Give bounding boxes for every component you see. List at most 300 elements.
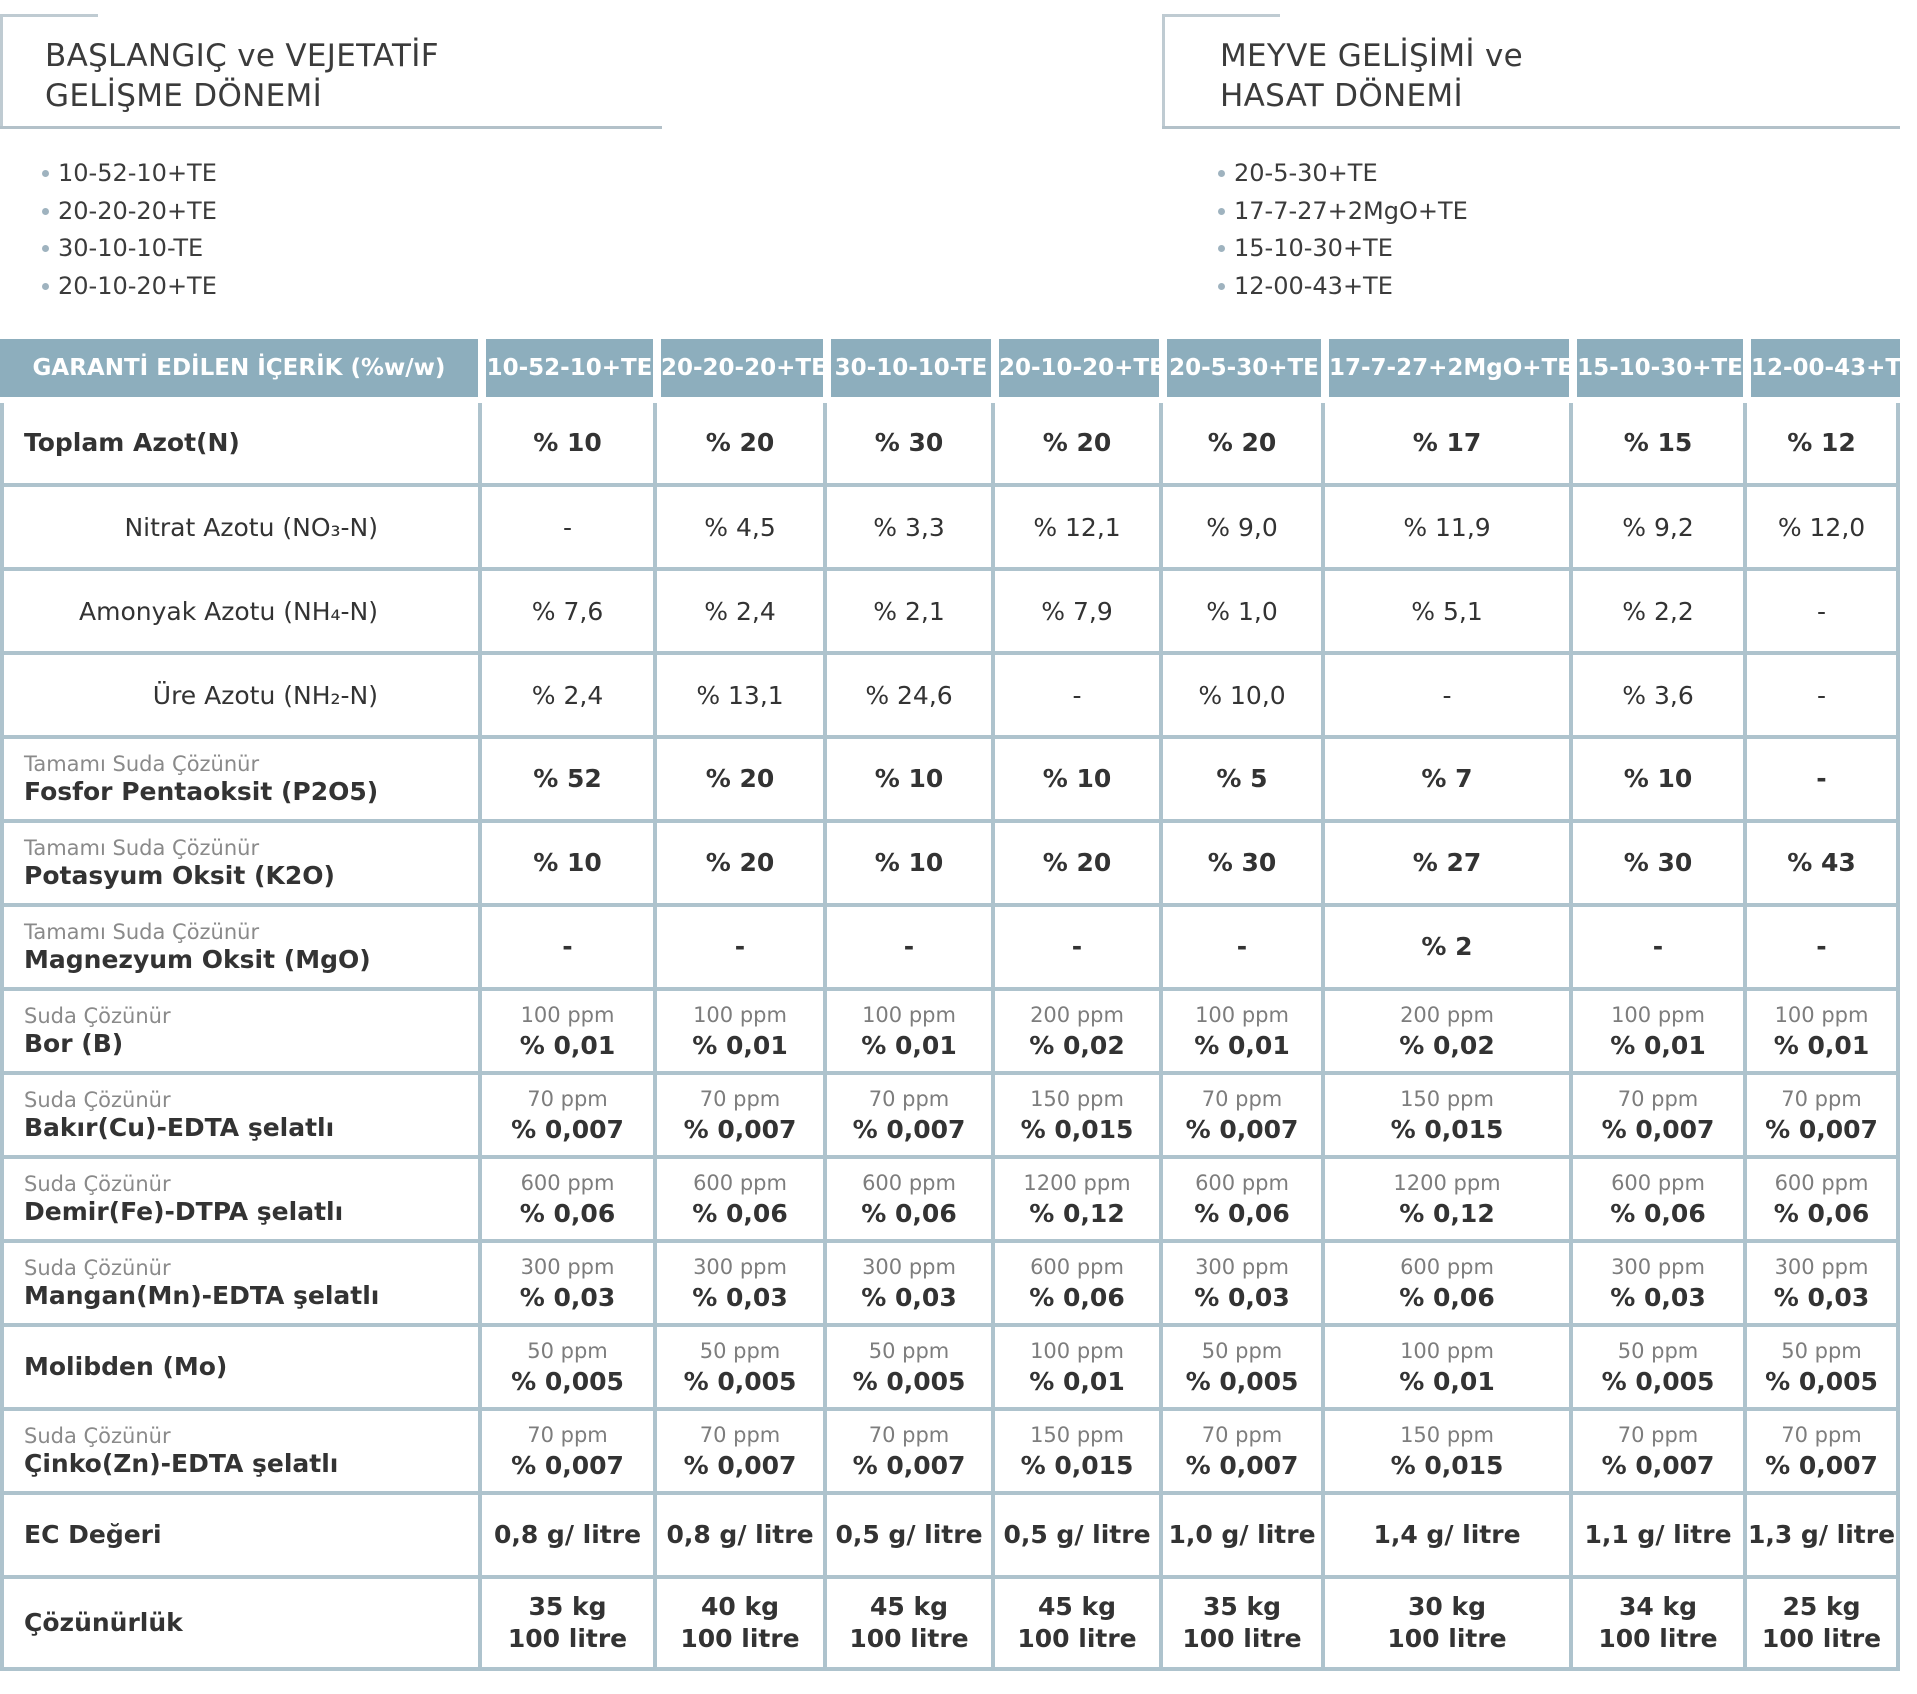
- table-row: [0, 823, 1900, 907]
- cell-value: % 10: [874, 848, 944, 877]
- cell-value: -: [1072, 680, 1082, 710]
- cell-value: % 30: [1207, 848, 1277, 877]
- cell-value: % 3,3: [873, 512, 945, 542]
- table-cell: [653, 403, 823, 487]
- column-header: 30-10-10-TE: [823, 339, 991, 403]
- cell-value: % 0,007: [683, 1115, 797, 1144]
- column-header: 20-10-20+TE: [991, 339, 1159, 403]
- row-label: Magnezyum Oksit (MgO): [24, 945, 371, 974]
- row-label: Üre Azotu (NH₂-N): [152, 680, 378, 710]
- cell-value: -: [1652, 932, 1664, 961]
- table-cell: [653, 571, 823, 655]
- cell-value: % 10: [533, 428, 602, 457]
- cell-value: % 5,1: [1411, 596, 1483, 626]
- cell-value: -: [1236, 932, 1248, 961]
- cell-value: % 0,007: [511, 1115, 624, 1144]
- cell-value: % 2,1: [873, 596, 945, 626]
- heading-line-1: BAŞLANGIÇ ve VEJETATİF: [45, 38, 439, 74]
- table-row: [0, 1159, 1900, 1243]
- table-cell: [478, 823, 653, 907]
- table-cell: [1159, 1159, 1321, 1243]
- table-cell: [478, 1243, 653, 1327]
- cell-value: % 2: [1421, 932, 1473, 961]
- cell-ppm: 70 ppm: [1781, 1423, 1862, 1447]
- table-cell: [823, 571, 991, 655]
- table-cell: [1569, 1327, 1743, 1411]
- table-row: [0, 1075, 1900, 1159]
- cell-value: % 10: [1042, 764, 1112, 793]
- cell-value: 0,5 g/ litre: [1003, 1520, 1151, 1549]
- table-cell: [991, 1495, 1159, 1579]
- table-row: [0, 1495, 1900, 1579]
- cell-ppm: 200 ppm: [1400, 1003, 1494, 1027]
- cell-value: % 0,005: [1185, 1367, 1299, 1396]
- column-header: GARANTİ EDİLEN İÇERİK (%w/w): [0, 339, 478, 403]
- row-sublabel: Suda Çözünür: [24, 1004, 171, 1028]
- cell-value: 45 kg: [869, 1592, 948, 1621]
- cell-value: % 52: [533, 764, 602, 793]
- cell-ppm: 150 ppm: [1400, 1087, 1494, 1111]
- bullet-icon: [1218, 208, 1225, 215]
- cell-value: % 12: [1787, 428, 1856, 457]
- cell-ppm: 70 ppm: [1617, 1423, 1699, 1447]
- table-cell: [1743, 1075, 1900, 1159]
- cell-value: % 20: [1207, 428, 1277, 457]
- list-item-label: 20-5-30+TE: [1234, 159, 1378, 187]
- table-cell: [1321, 907, 1569, 991]
- table-cell: [823, 1579, 991, 1671]
- table-cell: [1743, 1579, 1900, 1671]
- cell-value: % 0,06: [1399, 1283, 1495, 1312]
- section-heading-harvest: [1162, 14, 1900, 129]
- table-cell: [1569, 571, 1743, 655]
- row-sublabel: Tamamı Suda Çözünür: [24, 920, 260, 944]
- table-cell: [1569, 991, 1743, 1075]
- bullet-icon: [42, 208, 49, 215]
- table-cell: [1159, 1411, 1321, 1495]
- cell-ppm: 70 ppm: [527, 1087, 608, 1111]
- list-item: [42, 230, 217, 268]
- table-cell: [1569, 1159, 1743, 1243]
- table-row: [0, 1327, 1900, 1411]
- table-cell: [823, 1243, 991, 1327]
- table-cell: [1159, 1327, 1321, 1411]
- cell-ppm: 70 ppm: [868, 1087, 950, 1111]
- cell-ppm: 600 ppm: [693, 1171, 787, 1195]
- cell-value: % 0,01: [692, 1031, 788, 1060]
- cell-value: % 30: [1623, 848, 1693, 877]
- table-cell: [1159, 1579, 1321, 1671]
- table-cell: [823, 1159, 991, 1243]
- cell-value: % 24,6: [865, 680, 953, 710]
- row-label: Demir(Fe)-DTPA şelatlı: [24, 1197, 344, 1226]
- cell-value: % 0,015: [1020, 1451, 1134, 1480]
- cell-value-2: 100 litre: [680, 1624, 800, 1653]
- row-label: Fosfor Pentaoksit (P2O5): [24, 777, 379, 806]
- cell-value: 34 kg: [1618, 1592, 1697, 1621]
- row-sublabel: Suda Çözünür: [24, 1088, 171, 1112]
- cell-value: % 0,007: [1601, 1115, 1715, 1144]
- cell-value: % 0,12: [1029, 1199, 1125, 1228]
- heading-line-2: HASAT DÖNEMİ: [1220, 78, 1463, 114]
- row-label: EC Değeri: [24, 1520, 162, 1549]
- cell-ppm: 300 ppm: [1195, 1255, 1289, 1279]
- table-cell: [653, 1495, 823, 1579]
- product-list-growth: [42, 155, 217, 305]
- table-cell: [478, 1075, 653, 1159]
- row-label-cell: [0, 1075, 478, 1159]
- row-label: Amonyak Azotu (NH₄-N): [79, 596, 378, 626]
- cell-value: % 9,0: [1206, 512, 1278, 542]
- table-cell: [823, 823, 991, 907]
- row-sublabel: Suda Çözünür: [24, 1256, 171, 1280]
- list-item: [1218, 193, 1468, 231]
- row-label-cell: [0, 1159, 478, 1243]
- table-cell: [1321, 1579, 1569, 1671]
- cell-value: % 0,06: [519, 1199, 616, 1228]
- row-label-cell: [0, 487, 478, 571]
- cell-value: 1,1 g/ litre: [1584, 1520, 1732, 1549]
- table-cell: [653, 1579, 823, 1671]
- cell-ppm: 70 ppm: [1201, 1423, 1283, 1447]
- cell-ppm: 50 ppm: [1617, 1339, 1699, 1363]
- column-header: 17-7-27+2MgO+TE: [1321, 339, 1569, 403]
- table-cell: [991, 1159, 1159, 1243]
- table-row: [0, 1579, 1900, 1671]
- row-label-cell: [0, 655, 478, 739]
- cell-ppm: 70 ppm: [1201, 1087, 1283, 1111]
- cell-value: -: [1442, 680, 1452, 710]
- cell-value: -: [1816, 596, 1827, 626]
- table-cell: [1321, 1159, 1569, 1243]
- table-cell: [991, 1579, 1159, 1671]
- table-cell: [1321, 1327, 1569, 1411]
- table-cell: [823, 1411, 991, 1495]
- cell-value: % 10: [533, 848, 602, 877]
- table-cell: [1569, 1579, 1743, 1671]
- bullet-icon: [42, 245, 49, 252]
- cell-ppm: 100 ppm: [862, 1003, 956, 1027]
- cell-value: 35 kg: [528, 1592, 607, 1621]
- cell-value: % 13,1: [696, 680, 784, 710]
- table-cell: [478, 1327, 653, 1411]
- table-cell: [1569, 1243, 1743, 1327]
- table-cell: [991, 1411, 1159, 1495]
- cell-value: 1,0 g/ litre: [1168, 1520, 1316, 1549]
- table-cell: [1321, 403, 1569, 487]
- cell-ppm: 600 ppm: [862, 1171, 956, 1195]
- list-item-label: 15-10-30+TE: [1234, 234, 1393, 262]
- table-cell: [478, 1411, 653, 1495]
- cell-ppm: 600 ppm: [1774, 1171, 1869, 1195]
- cell-ppm: 300 ppm: [862, 1255, 956, 1279]
- cell-ppm: 50 ppm: [1201, 1339, 1283, 1363]
- table-cell: [478, 1159, 653, 1243]
- table-cell: [1321, 823, 1569, 907]
- table-row: [0, 403, 1900, 487]
- table-cell: [653, 907, 823, 991]
- cell-ppm: 600 ppm: [520, 1171, 615, 1195]
- cell-value: % 10,0: [1198, 680, 1286, 710]
- table-cell: [991, 1075, 1159, 1159]
- row-label: Bor (B): [24, 1029, 124, 1058]
- cell-value: % 0,015: [1020, 1115, 1134, 1144]
- row-sublabel: Tamamı Suda Çözünür: [24, 752, 260, 776]
- column-header: 12-00-43+TE: [1743, 339, 1900, 403]
- table-cell: [1743, 403, 1900, 487]
- table-body: [0, 403, 1900, 1671]
- heading-line-2: GELİŞME DÖNEMİ: [45, 78, 323, 114]
- cell-value: % 0,02: [1029, 1031, 1125, 1060]
- list-item: [1218, 230, 1468, 268]
- row-label-cell: [0, 1243, 478, 1327]
- table-cell: [991, 1243, 1159, 1327]
- table-cell: [823, 487, 991, 571]
- cell-value: 40 kg: [700, 1592, 779, 1621]
- cell-value: % 0,03: [1773, 1283, 1870, 1312]
- table-cell: [991, 571, 1159, 655]
- table-cell: [1321, 1243, 1569, 1327]
- cell-value: % 0,007: [1765, 1451, 1878, 1480]
- cell-ppm: 70 ppm: [699, 1423, 781, 1447]
- cell-value: % 2,2: [1622, 596, 1694, 626]
- cell-value: % 12,0: [1777, 512, 1866, 542]
- cell-value: % 3,6: [1622, 680, 1694, 710]
- table-cell: [478, 907, 653, 991]
- cell-ppm: 300 ppm: [1774, 1255, 1869, 1279]
- bullet-icon: [1218, 245, 1225, 252]
- cell-value: % 0,007: [683, 1451, 797, 1480]
- cell-value: % 0,02: [1399, 1031, 1495, 1060]
- table-cell: [1569, 907, 1743, 991]
- table-cell: [1159, 991, 1321, 1075]
- table-cell: [478, 1495, 653, 1579]
- cell-value: % 0,01: [1399, 1367, 1495, 1396]
- section-heading-growth: [0, 14, 662, 129]
- bullet-icon: [1218, 170, 1225, 177]
- cell-ppm: 600 ppm: [1611, 1171, 1705, 1195]
- row-label: Bakır(Cu)-EDTA şelatlı: [24, 1113, 335, 1142]
- table-cell: [653, 655, 823, 739]
- cell-ppm: 1200 ppm: [1023, 1171, 1131, 1195]
- table-cell: [478, 403, 653, 487]
- table-cell: [478, 655, 653, 739]
- table-cell: [823, 991, 991, 1075]
- cell-value: % 9,2: [1622, 512, 1694, 542]
- cell-value: % 20: [705, 764, 775, 793]
- list-item-label: 20-20-20+TE: [58, 196, 217, 225]
- cell-value: % 0,005: [852, 1367, 966, 1396]
- table-cell: [1321, 1411, 1569, 1495]
- cell-value: % 7,6: [531, 596, 604, 626]
- row-label-cell: [0, 403, 478, 487]
- cell-value: % 0,03: [1610, 1283, 1706, 1312]
- cell-value: % 0,06: [1029, 1283, 1125, 1312]
- guaranteed-content-table: [0, 339, 1917, 1671]
- table-cell: [1159, 1075, 1321, 1159]
- cell-ppm: 100 ppm: [1611, 1003, 1705, 1027]
- table-row: [0, 991, 1900, 1075]
- row-label-cell: [0, 1327, 478, 1411]
- column-header: 15-10-30+TE: [1569, 339, 1743, 403]
- table-cell: [1321, 1075, 1569, 1159]
- table-row: [0, 907, 1900, 991]
- table-cell: [653, 991, 823, 1075]
- table-cell: [1321, 739, 1569, 823]
- row-sublabel: Tamamı Suda Çözünür: [24, 836, 260, 860]
- cell-value: % 7,9: [1041, 596, 1113, 626]
- cell-value: % 17: [1412, 428, 1482, 457]
- heading-line-1: MEYVE GELİŞİMİ ve: [1220, 38, 1524, 74]
- cell-value: % 20: [1042, 848, 1112, 877]
- cell-value: % 0,06: [861, 1199, 957, 1228]
- cell-value: -: [1816, 932, 1827, 961]
- table-cell: [1743, 739, 1900, 823]
- row-label-cell: [0, 907, 478, 991]
- cell-value-2: 100 litre: [849, 1624, 969, 1653]
- cell-value: -: [1816, 764, 1827, 793]
- table-cell: [1569, 655, 1743, 739]
- cell-value-2: 100 litre: [1387, 1624, 1507, 1653]
- table-cell: [991, 823, 1159, 907]
- cell-value: -: [734, 932, 746, 961]
- cell-value: % 20: [705, 848, 775, 877]
- cell-value-2: 100 litre: [1182, 1624, 1302, 1653]
- table-cell: [823, 655, 991, 739]
- table-cell: [653, 487, 823, 571]
- cell-value: % 0,03: [692, 1283, 788, 1312]
- table-cell: [653, 1327, 823, 1411]
- cell-value: % 0,007: [1185, 1451, 1299, 1480]
- table-cell: [1569, 739, 1743, 823]
- cell-ppm: 70 ppm: [868, 1423, 950, 1447]
- row-label: Molibden (Mo): [24, 1352, 228, 1381]
- cell-value: % 2,4: [704, 596, 776, 626]
- table-cell: [478, 487, 653, 571]
- cell-ppm: 600 ppm: [1030, 1255, 1124, 1279]
- cell-value: % 30: [874, 428, 944, 457]
- table-cell: [823, 907, 991, 991]
- cell-ppm: 70 ppm: [527, 1423, 608, 1447]
- table-cell: [991, 655, 1159, 739]
- row-label-cell: [0, 1579, 478, 1671]
- table-cell: [653, 1243, 823, 1327]
- table-cell: [1159, 823, 1321, 907]
- table-cell: [1743, 1159, 1900, 1243]
- table-cell: [1743, 1243, 1900, 1327]
- table-cell: [1159, 739, 1321, 823]
- cell-value: % 0,005: [683, 1367, 797, 1396]
- cell-ppm: 600 ppm: [1195, 1171, 1289, 1195]
- table-cell: [1569, 1075, 1743, 1159]
- cell-value: -: [903, 932, 915, 961]
- cell-value: % 0,01: [519, 1031, 616, 1060]
- table-cell: [653, 1075, 823, 1159]
- cell-ppm: 50 ppm: [1781, 1339, 1862, 1363]
- cell-value: % 0,015: [1390, 1451, 1504, 1480]
- table-cell: [991, 1327, 1159, 1411]
- table-cell: [823, 403, 991, 487]
- table-cell: [1159, 403, 1321, 487]
- list-item: [42, 193, 217, 231]
- cell-value: % 5: [1216, 764, 1268, 793]
- table-cell: [1159, 1243, 1321, 1327]
- cell-ppm: 300 ppm: [693, 1255, 787, 1279]
- cell-value: % 20: [1042, 428, 1112, 457]
- table-cell: [1569, 823, 1743, 907]
- cell-value: % 11,9: [1403, 512, 1491, 542]
- table-row: [0, 739, 1900, 823]
- table-cell: [823, 1075, 991, 1159]
- cell-value: % 0,007: [511, 1451, 624, 1480]
- table-row: [0, 1243, 1900, 1327]
- table-cell: [1569, 1411, 1743, 1495]
- cell-value: % 0,007: [852, 1115, 966, 1144]
- table-cell: [991, 487, 1159, 571]
- cell-ppm: 70 ppm: [1617, 1087, 1699, 1111]
- row-label: Çözünürlük: [24, 1608, 183, 1637]
- cell-ppm: 100 ppm: [520, 1003, 615, 1027]
- cell-ppm: 50 ppm: [868, 1339, 950, 1363]
- cell-value-2: 100 litre: [507, 1624, 628, 1653]
- cell-ppm: 50 ppm: [699, 1339, 781, 1363]
- cell-value: % 10: [874, 764, 944, 793]
- cell-value: % 0,005: [511, 1367, 624, 1396]
- list-item: [1218, 155, 1468, 193]
- cell-value: % 1,0: [1206, 596, 1278, 626]
- table-cell: [991, 991, 1159, 1075]
- cell-value: % 2,4: [531, 680, 604, 710]
- cell-value: % 4,5: [704, 512, 776, 542]
- table-cell: [1743, 991, 1900, 1075]
- cell-value-2: 100 litre: [1761, 1624, 1882, 1653]
- cell-value: % 0,007: [1765, 1115, 1878, 1144]
- cell-value: % 0,06: [1773, 1199, 1870, 1228]
- cell-value: % 0,03: [519, 1283, 616, 1312]
- list-item-label: 17-7-27+2MgO+TE: [1234, 196, 1468, 225]
- cell-value: % 0,03: [861, 1283, 957, 1312]
- row-label: Mangan(Mn)-EDTA şelatlı: [24, 1281, 380, 1310]
- cell-value: % 0,06: [1194, 1199, 1290, 1228]
- table-row: [0, 655, 1900, 739]
- row-label-cell: [0, 739, 478, 823]
- table-cell: [991, 403, 1159, 487]
- list-item-label: 10-52-10+TE: [58, 159, 217, 187]
- row-label-cell: [0, 823, 478, 907]
- cell-value: 0,5 g/ litre: [835, 1520, 983, 1549]
- table-cell: [1321, 571, 1569, 655]
- table-cell: [991, 739, 1159, 823]
- cell-ppm: 1200 ppm: [1393, 1171, 1501, 1195]
- table-cell: [1159, 907, 1321, 991]
- table-cell: [1743, 823, 1900, 907]
- cell-ppm: 100 ppm: [1774, 1003, 1869, 1027]
- cell-value: % 0,007: [1185, 1115, 1299, 1144]
- row-label-cell: [0, 1411, 478, 1495]
- cell-value: % 0,03: [1194, 1283, 1290, 1312]
- cell-ppm: 100 ppm: [1195, 1003, 1289, 1027]
- row-label: Çinko(Zn)-EDTA şelatlı: [24, 1449, 339, 1478]
- list-item-label: 20-10-20+TE: [58, 271, 217, 300]
- row-label-cell: [0, 991, 478, 1075]
- cell-value: % 0,005: [1765, 1367, 1878, 1396]
- cell-value: % 0,01: [1773, 1031, 1870, 1060]
- table-cell: [823, 1495, 991, 1579]
- cell-value: % 0,01: [1194, 1031, 1290, 1060]
- bullet-icon: [42, 283, 49, 290]
- product-list-harvest: [1218, 155, 1468, 305]
- table-row: [0, 487, 1900, 571]
